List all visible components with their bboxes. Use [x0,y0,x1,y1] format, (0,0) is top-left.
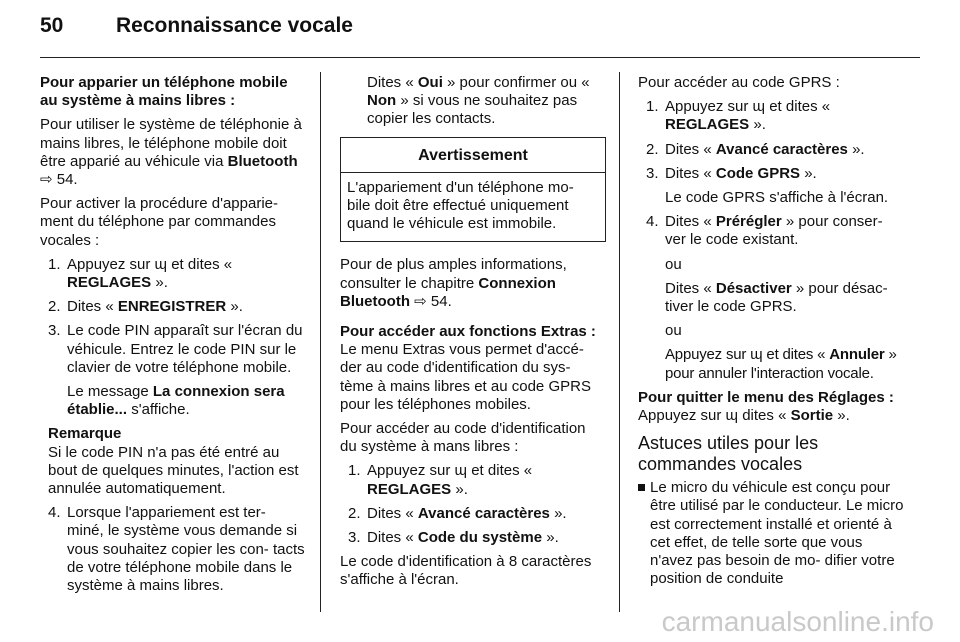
page-ref-arrow-icon: ⇨ [40,171,53,189]
voice-button-icon: ɰ [154,255,168,273]
page-number: 50 [40,14,64,37]
bluetooth-link[interactable]: Bluetooth [227,152,298,170]
voice-button-icon: ɰ [752,98,766,116]
list-item: 3. Dites « Code du système ». [348,529,559,547]
bullet-square-icon [638,484,645,491]
paragraph: Appuyez sur ɰ dites « Sortie ». [638,407,850,425]
list-item: 3. Le code PIN apparaît sur l'écran du véhicule. Entrez le code PIN sur le clavier de votre téléphone mobile. Le message La connexion sera établie... s'affiche. [48,322,303,419]
paragraph: Le code d'identification à 8 caractères s'affiche à l'écran. [340,553,592,589]
list-item: 1. Appuyez sur ɰ et dites « REGLAGES ». [646,98,831,134]
section-heading: Pour apparier un téléphone mobile au système à mains libres : [40,74,288,110]
column-3 [638,74,904,588]
bullet-item: Le micro du véhicule est conçu pour être utilisé par le conducteur. Le micro est correctement installé et orienté à cet effet, de telle sorte que vous n'avez pas besoin de mo- difier votre position de conduite [638,479,904,588]
section-heading: Pour quitter le menu des Réglages : [638,388,894,406]
warning-box [340,137,606,243]
list-item: 1. Appuyez sur ɰ et dites « REGLAGES ». [348,462,533,498]
section-heading: Pour accéder aux fonctions Extras : [340,323,596,341]
column-divider [619,72,620,612]
paragraph: Pour accéder au code GPRS : [638,74,840,91]
watermark: carmanualsonline.info [661,606,934,637]
paragraph: Pour de plus amples informations, consulter le chapitre Connexion Bluetooth ⇨ 54. [340,256,567,310]
voice-button-icon: ɰ [454,462,468,480]
column-2 [340,74,606,596]
section-title: Astuces utiles pour les commandes vocales [638,433,819,475]
list-item: 1. Appuyez sur ɰ et dites « REGLAGES ». [48,255,233,292]
column-1 [40,74,306,601]
list-item: 2. Dites « Avancé caractères ». [348,504,567,522]
note-text: Si le code PIN n'a pas été entré au bout de quelques minutes, l'action est annulée automatiquement. [48,443,299,498]
list-item: 4. Dites « Prérégler » pour conser- ver le code existant. ou Dites « Désactiver » pour désac- tiver le code GPRS. ou Appuyez sur ɰ et dites « Annuler » pour annuler l'interaction vocale. [646,213,897,382]
list-item-continuation: Dites « Oui » pour confirmer ou « Non » si vous ne souhaitez pas copier les contacts. [367,74,590,128]
warning-title: Avertissement [341,138,605,173]
page-ref-arrow-icon: ⇨ [414,292,427,310]
list-item: 2. Dites « ENREGISTRER ». [48,298,243,316]
page-title: Reconnaissance vocale [116,14,353,37]
connexion-bluetooth-link[interactable]: Connexion Bluetooth [340,274,556,310]
column-divider [320,72,321,612]
list-item: 4. Lorsque l'appariement est ter- miné, le système vous demande si vous souhaitez copier les con- tacts de votre téléphone mobile dans le système à mains libres. [48,504,305,595]
voice-button-icon: ɰ [750,346,763,364]
paragraph: Le menu Extras vous permet d'accé- der au code d'identification du sys- tème à mains libres et au code GPRS pour les téléphones mobiles. [340,341,591,413]
paragraph: Pour activer la procédure d'apparie- ment du téléphone par commandes vocales : [40,195,278,249]
header-rule [40,57,920,58]
paragraph: Pour utiliser le système de téléphonie à mains libres, le téléphone mobile doit être apparié au véhicule via Bluetooth ⇨ 54. [40,116,302,189]
note [48,425,306,498]
page-header [40,14,353,38]
list-item: 2. Dites « Avancé caractères ». [646,140,865,158]
voice-button-icon: ɰ [725,407,739,425]
list-item: 3. Dites « Code GPRS ». Le code GPRS s'affiche à l'écran. [646,164,889,207]
warning-text: L'appariement d'un téléphone mo- bile doit être effectué uniquement quand le véhicule est immobile. [347,178,574,233]
note-title: Remarque [48,425,122,443]
paragraph: Pour accéder au code d'identification du système à mans libres : [340,420,586,456]
